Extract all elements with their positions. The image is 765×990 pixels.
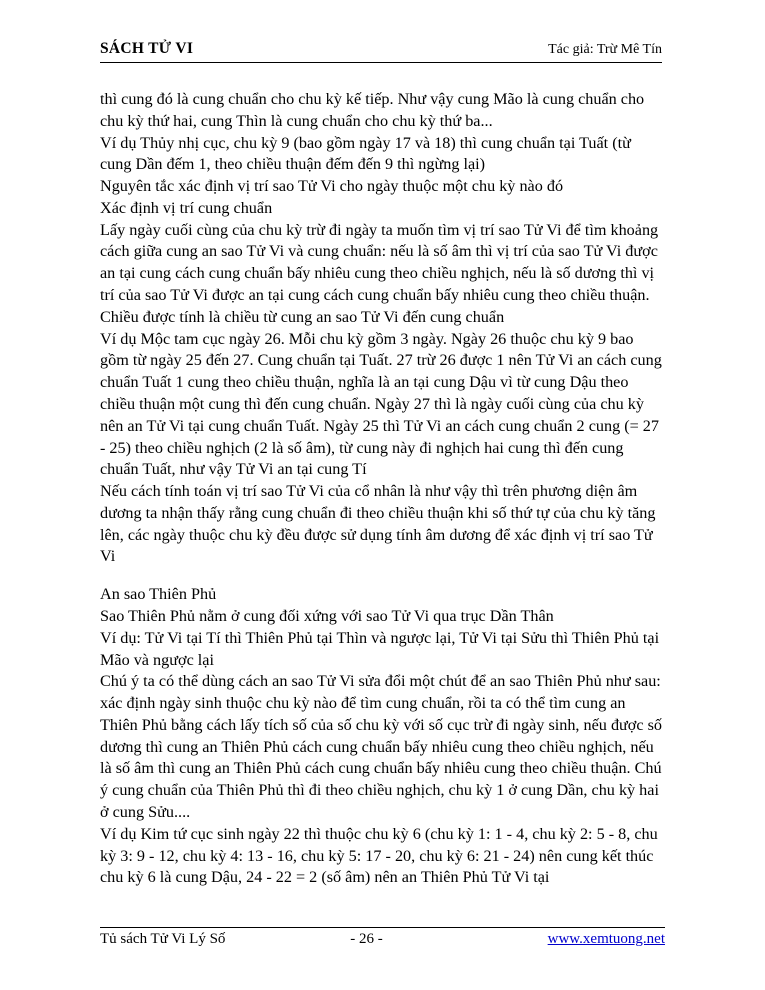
page-number: - 26 -: [350, 931, 383, 947]
page-header: [100, 40, 662, 63]
paragraph: Ví dụ Thủy nhị cục, chu kỳ 9 (bao gồm ngày 17 và 18) thì cung chuẩn tại Tuất (từ cung Dần đếm 1, theo chiều thuận đếm đến 9 thì ngừng lại): [100, 133, 631, 174]
footer-left-text: Tủ sách Tử Vi Lý Số: [100, 931, 226, 947]
website-link[interactable]: www.xemtuong.net: [547, 931, 665, 947]
paragraph: Sao Thiên Phủ nằm ở cung đối xứng với sao Tử Vi qua trục Dần Thân: [100, 606, 554, 625]
paragraph: Nguyên tắc xác định vị trí sao Tử Vi cho ngày thuộc một chu kỳ nào đó: [100, 177, 564, 196]
paragraph: Chú ý ta có thể dùng cách an sao Tử Vi sửa đổi một chút để an sao Thiên Phủ như sau: xác định ngày sinh thuộc chu kỳ nào để tìm cung chuẩn, rồi ta có thể tìm cung an Thiên Phủ bằng cách lấy tích số của số chu kỳ với số cục trừ đi ngày sinh, nếu được số dương thì cung an Thiên Phủ cách cung chuẩn bấy nhiêu cung theo chiều nghịch, nếu là số âm thì cung an Thiên Phủ cách cung chuẩn bấy nhiêu cung theo chiều thuận. Chú ý cung chuẩn của Thiên Phủ thì đi theo chiều nghịch, chu kỳ 1 ở cung Dần, chu kỳ hai ở cung Sửu....: [100, 672, 662, 821]
section-title: An sao Thiên Phủ: [100, 585, 217, 604]
paragraph: Ví dụ Kim tứ cục sinh ngày 22 thì thuộc chu kỳ 6 (chu kỳ 1: 1 - 4, chu kỳ 2: 5 - 8, chu kỳ 3: 9 - 12, chu kỳ 4: 13 - 16, chu kỳ 5: 17 - 20, chu kỳ 6: 21 - 24) nên cung kết thúc chu kỳ 6 là cung Dậu, 24 - 22 = 2 (số âm) nên an Thiên Phủ Tử Vi tại: [100, 824, 658, 887]
author-line: Tác giả: Trừ Mê Tín: [548, 42, 662, 57]
page-footer: [100, 927, 665, 948]
paragraph: Xác định vị trí cung chuẩn: [100, 198, 273, 217]
paragraph: Ví dụ: Tử Vi tại Tí thì Thiên Phủ tại Thìn và ngược lại, Tử Vi tại Sửu thì Thiên Phủ tại Mão và ngược lại: [100, 628, 660, 669]
page-content: [100, 89, 665, 889]
paragraph: Nếu cách tính toán vị trí sao Tử Vi của cổ nhân là như vậy thì trên phương diện âm dương ta nhận thấy rằng cung chuẩn đi theo chiều thuận khi số thứ tự của chu kỳ tăng lên, các ngày thuộc chu kỳ đều được sử dụng tính âm dương để xác định vị trí sao Tử Vi: [100, 482, 656, 566]
paragraph: Ví dụ Mộc tam cục ngày 26. Mỗi chu kỳ gồm 3 ngày. Ngày 26 thuộc chu kỳ 9 bao gồm từ ngày 25 đến 27. Cung chuẩn tại Tuất. 27 trừ 26 được 1 nên Tử Vi an cách cung chuẩn Tuất 1 cung theo chiều thuận, nghĩa là an tại cung Dậu vì từ cung Dậu theo chiều thuận một cung thì đến cung chuẩn. Ngày 27 thì là ngày cuối cùng của chu kỳ nên an Tử Vi tại cung chuẩn Tuất. Ngày 25 thì Tử Vi an cách cung chuẩn 2 cung (= 27 - 25) theo chiều nghịch (2 là số âm), từ cung này đi nghịch hai cung thì đến cung chuẩn Tuất, như vậy Tử Vi an tại cung Tí: [100, 329, 662, 479]
paragraph-spacer: [100, 568, 665, 584]
book-title: SÁCH TỬ VI: [100, 40, 194, 57]
paragraph: Lấy ngày cuối cùng của chu kỳ trừ đi ngày ta muốn tìm vị trí sao Tử Vi để tìm khoảng cách giữa cung an sao Tử Vi và cung chuẩn: nếu là số âm thì vị trí của sao Tử Vi được an tại cung cách cung chuẩn bấy nhiêu cung theo chiều nghịch, nếu là số dương thì vị trí của sao Tử Vi được an tại cung cách cung chuẩn bấy nhiêu cung theo chiều thuận. Chiều được tính là chiều từ cung an sao Tử Vi đến cung chuẩn: [100, 220, 659, 326]
paragraph: thì cung đó là cung chuẩn cho chu kỳ kế tiếp. Như vậy cung Mão là cung chuẩn cho chu kỳ thứ hai, cung Thìn là cung chuẩn cho chu kỳ thứ ba...: [100, 90, 645, 130]
